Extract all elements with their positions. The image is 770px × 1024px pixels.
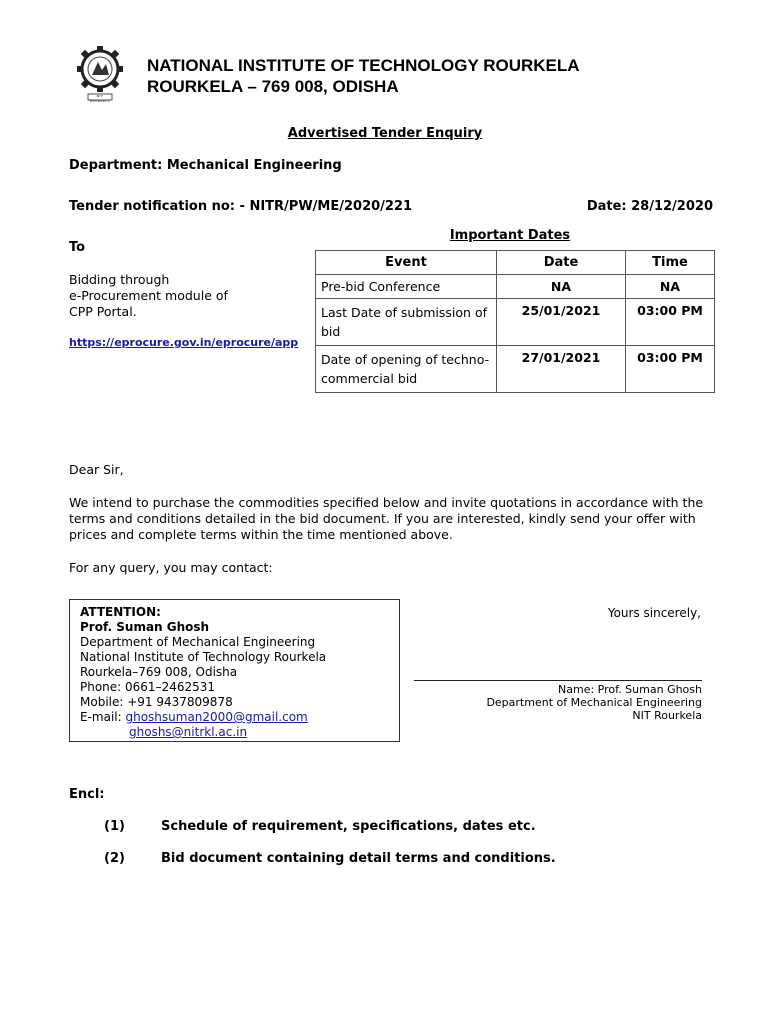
date-cell: 25/01/2021 xyxy=(497,299,626,346)
tender-number: Tender notification no: - NITR/PW/ME/2020/221 xyxy=(69,199,413,214)
time-cell: 03:00 PM xyxy=(626,346,715,393)
time-cell: NA xyxy=(626,275,715,299)
institute-name: NATIONAL INSTITUTE OF TECHNOLOGY ROURKELA xyxy=(147,56,580,75)
logo-caption: NIT ROURKELA xyxy=(89,94,111,103)
enclosure-number: (1) xyxy=(104,819,125,834)
contact-phone: Phone: 0661–2462531 xyxy=(80,680,216,694)
important-dates-table xyxy=(315,250,715,393)
to-label: To xyxy=(69,240,86,255)
header-date: Date xyxy=(497,251,626,275)
enclosure-number: (2) xyxy=(104,851,125,866)
time-cell: 03:00 PM xyxy=(626,299,715,346)
contact-email-row xyxy=(80,710,389,725)
signature-institute: NIT Rourkela xyxy=(632,709,702,722)
date-cell: 27/01/2021 xyxy=(497,346,626,393)
enclosure-label: Encl: xyxy=(69,787,105,802)
event-cell: Pre-bid Conference xyxy=(316,275,497,299)
email-link-2[interactable]: ghoshs@nitrkl.ac.in xyxy=(129,725,248,739)
header-time: Time xyxy=(626,251,715,275)
body-line-2: terms and conditions detailed in the bid document. If you are interested, kindly send your offer with xyxy=(69,511,696,526)
signature-name: Name: Prof. Suman Ghosh xyxy=(558,683,702,696)
table-header-row xyxy=(316,251,715,275)
event-cell: Last Date of submission of bid xyxy=(316,299,497,346)
table-row xyxy=(316,346,715,393)
tender-date: Date: 28/12/2020 xyxy=(586,199,713,214)
contact-city: Rourkela–769 008, Odisha xyxy=(80,665,238,679)
contact-institute: National Institute of Technology Rourkela xyxy=(80,650,327,664)
contact-mobile: Mobile: +91 9437809878 xyxy=(80,695,233,709)
table-row xyxy=(316,299,715,346)
enclosure-text: Bid document containing detail terms and conditions. xyxy=(161,851,556,866)
email-label: E-mail: xyxy=(80,710,126,724)
contact-box xyxy=(69,599,400,742)
email-link-1[interactable]: ghoshsuman2000@gmail.com xyxy=(125,710,308,724)
body-line-1: We intend to purchase the commodities specified below and invite quotations in accordance with the xyxy=(69,495,704,510)
contact-department: Department of Mechanical Engineering xyxy=(80,635,316,649)
enclosure-text: Schedule of requirement, specifications, dates etc. xyxy=(161,819,536,834)
important-dates-title: Important Dates xyxy=(449,228,571,243)
institute-address: ROURKELA – 769 008, ODISHA xyxy=(147,77,399,96)
closing: Yours sincerely, xyxy=(607,606,701,620)
bidding-line-2: e-Procurement module of xyxy=(69,288,228,303)
contact-name: Prof. Suman Ghosh xyxy=(80,620,210,634)
body-line-3: prices and complete terms within the time mentioned above. xyxy=(69,527,453,542)
date-cell: NA xyxy=(497,275,626,299)
attention-label: ATTENTION: xyxy=(80,605,161,619)
query-line: For any query, you may contact: xyxy=(69,560,273,575)
signature-department: Department of Mechanical Engineering xyxy=(486,696,702,709)
eprocure-link[interactable]: https://eprocure.gov.in/eprocure/app xyxy=(69,336,299,349)
bidding-line-3: CPP Portal. xyxy=(69,304,137,319)
event-cell: Date of opening of techno-commercial bid xyxy=(316,346,497,393)
signature-line xyxy=(414,680,702,681)
bidding-line-1: Bidding through xyxy=(69,272,170,287)
document-title: Advertised Tender Enquiry xyxy=(287,126,483,141)
header-event: Event xyxy=(316,251,497,275)
department-line: Department: Mechanical Engineering xyxy=(69,158,342,173)
contact-email-row-2 xyxy=(80,725,389,740)
salutation: Dear Sir, xyxy=(69,462,124,477)
table-row xyxy=(316,275,715,299)
